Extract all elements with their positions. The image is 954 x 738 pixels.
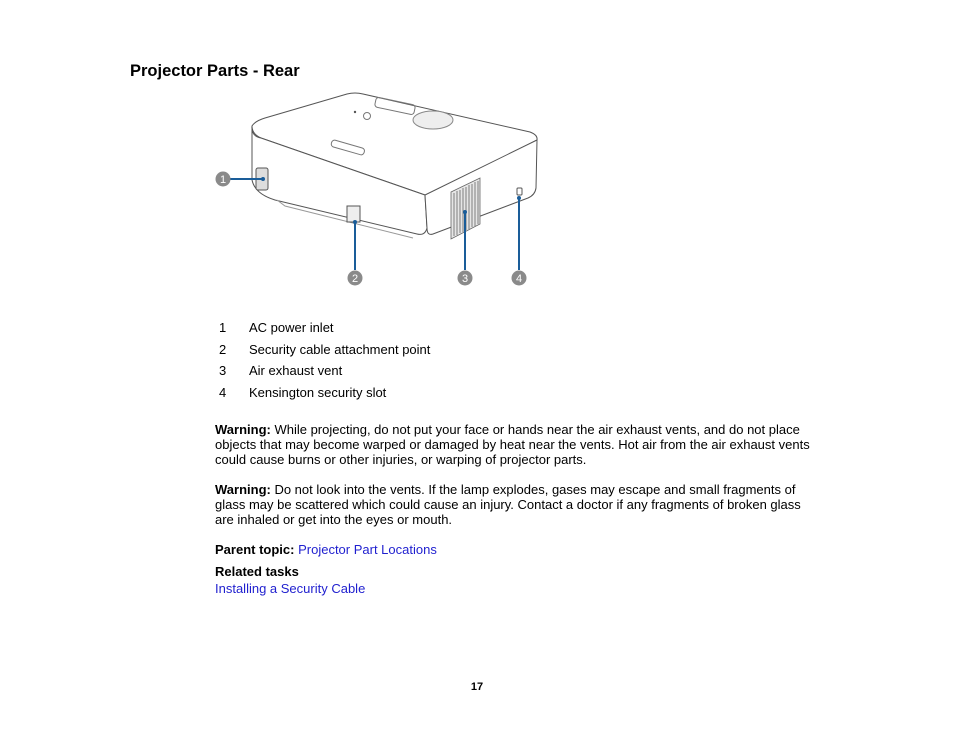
- related-task-link[interactable]: Installing a Security Cable: [215, 581, 366, 596]
- svg-text:1: 1: [219, 174, 227, 186]
- callout-4: [512, 271, 527, 286]
- part-label: Kensington security slot: [249, 385, 387, 401]
- part-number: 3: [219, 363, 227, 379]
- callout-1: [216, 172, 231, 187]
- warning-label: Warning:: [215, 482, 271, 497]
- part-label: AC power inlet: [249, 320, 334, 335]
- related-tasks-heading: Related tasks: [215, 564, 299, 579]
- parent-topic: [215, 542, 437, 557]
- warning-text: Do not look into the vents. If the lamp explodes, gases may escape and small fragments of glass may be scattered which could cause an injury. Contact a doctor if any fragments of broken glass are inhaled or get into the eyes or mouth.: [215, 482, 801, 527]
- svg-text:3: 3: [461, 273, 469, 285]
- part-label: Air exhaust vent: [249, 363, 343, 379]
- top-indicator: [354, 111, 356, 113]
- parent-topic-link[interactable]: Projector Part Locations: [298, 542, 437, 557]
- projector-rear-illustration: [205, 88, 545, 293]
- warning-label: Warning:: [215, 422, 271, 437]
- part-number: 1: [219, 320, 227, 335]
- part-label: Security cable attachment point: [249, 341, 431, 357]
- callout-2: [348, 271, 363, 286]
- kensington-slot: [517, 188, 522, 195]
- parent-topic-label: Parent topic:: [215, 542, 295, 557]
- warning-heat: [215, 422, 815, 467]
- part-number: 4: [219, 385, 227, 401]
- speaker-grille: [413, 111, 453, 129]
- list-item: [219, 320, 430, 342]
- list-item: [219, 342, 430, 364]
- security-cable-point: [347, 206, 360, 222]
- svg-text:4: 4: [515, 273, 523, 285]
- page-number: 17: [470, 681, 484, 693]
- callout-3: [458, 271, 473, 286]
- svg-text:2: 2: [351, 273, 359, 285]
- list-item: [219, 385, 430, 407]
- part-number: 2: [219, 341, 227, 357]
- list-item: [219, 363, 430, 385]
- warning-vents: [215, 482, 815, 527]
- warning-text: While projecting, do not put your face or hands near the air exhaust vents, and do not place objects that may become warped or damaged by heat near the vents. Hot air from the air exhaust vents could cause burns or other injuries, or warping of projector parts.: [215, 422, 810, 467]
- parts-list: [219, 320, 430, 407]
- page-title: Projector Parts - Rear: [130, 62, 300, 80]
